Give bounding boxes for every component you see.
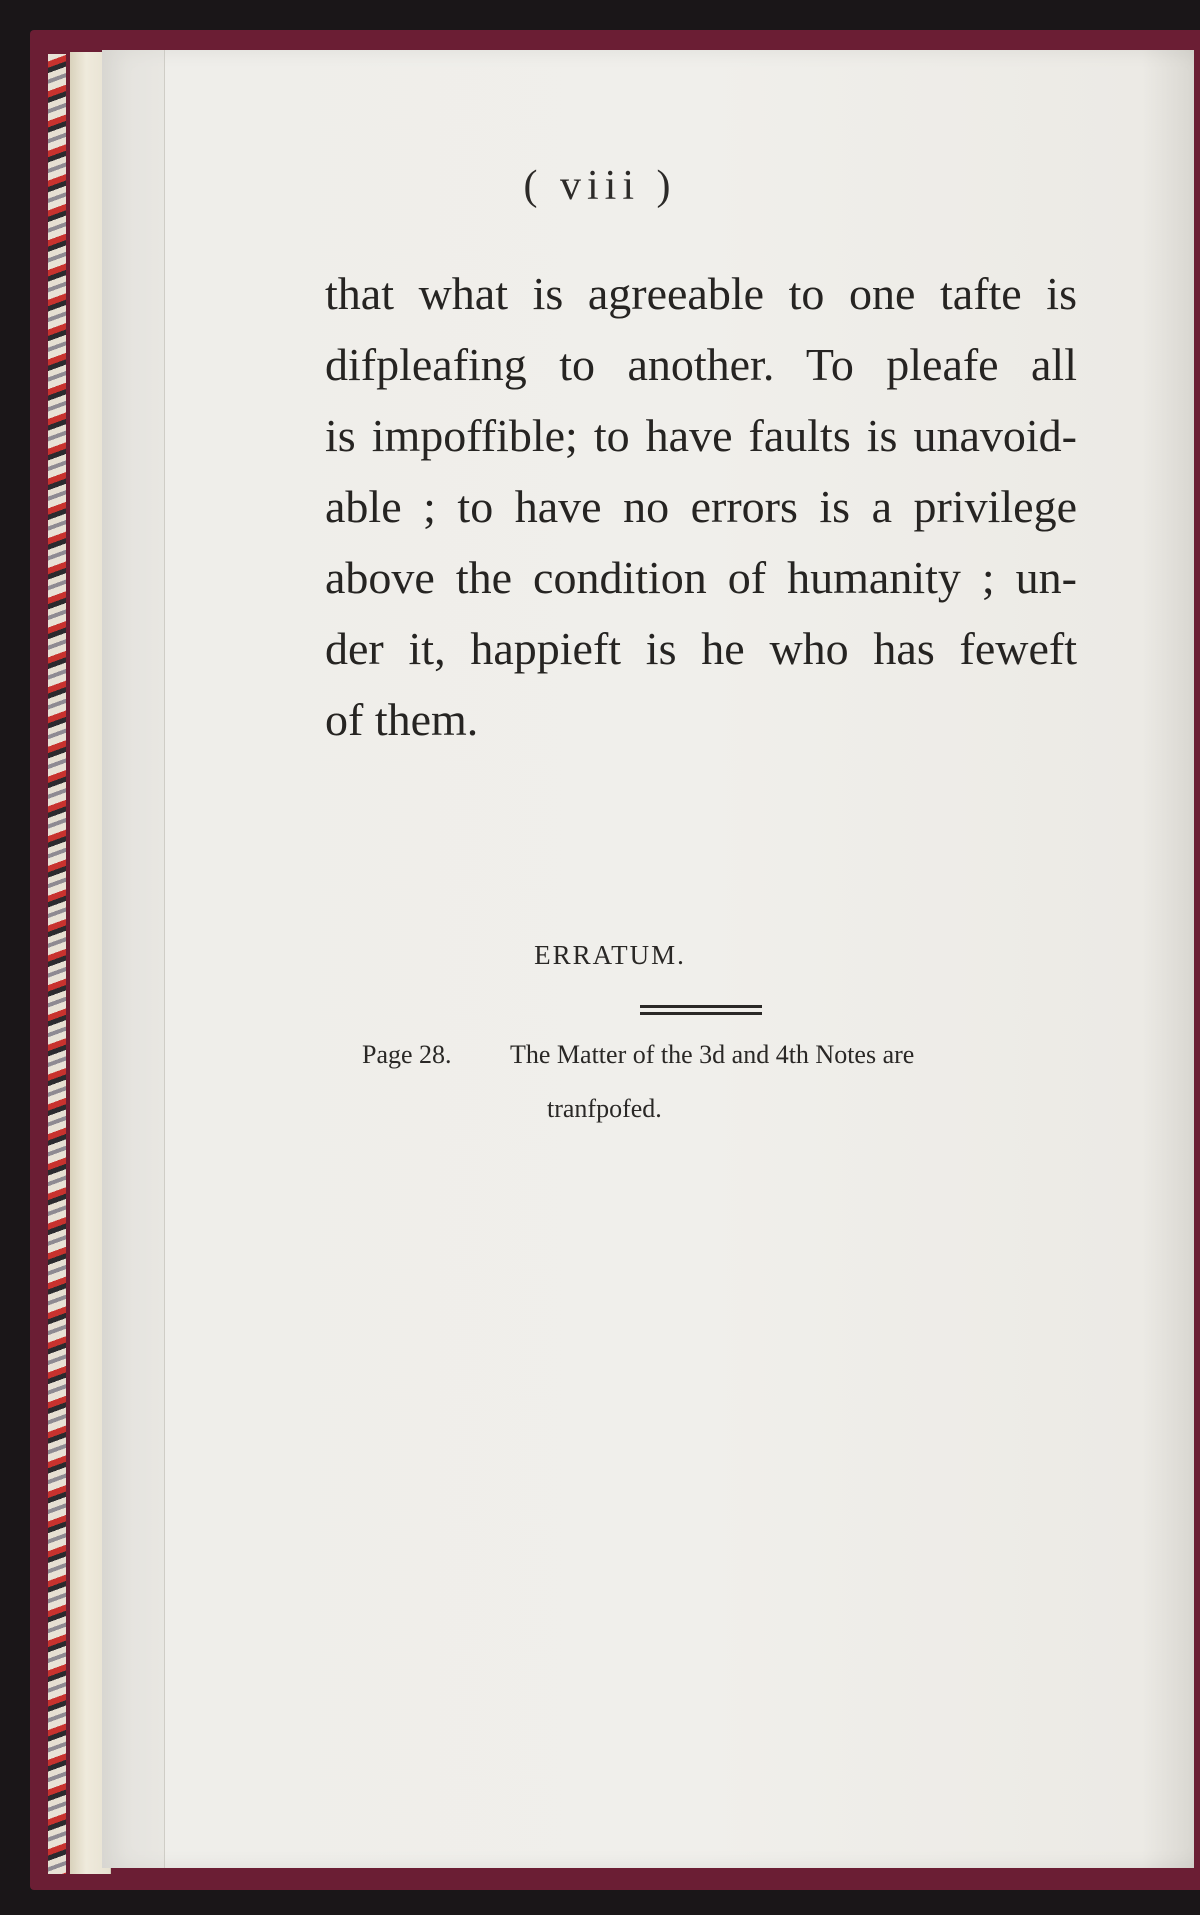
body-line: is impoffible; to have faults is unavoid- — [325, 410, 1077, 461]
body-line: difpleafing to another. To pleafe all — [325, 339, 1077, 390]
body-line: der it, happieft is he who has feweft — [325, 623, 1077, 674]
erratum-entry — [362, 1040, 1072, 1070]
body-line: that what is agreeable to one tafte is — [325, 268, 1077, 319]
double-rule-divider — [640, 1005, 762, 1015]
erratum-title: ERRATUM. — [534, 940, 686, 970]
body-paragraph — [325, 258, 1077, 755]
body-line: above the condition of humanity ; un- — [325, 552, 1077, 603]
page-number-header: ( viii ) — [523, 163, 677, 209]
body-line: able ; to have no errors is a privilege — [325, 481, 1077, 532]
erratum-text: The Matter of the 3d and 4th Notes are — [510, 1040, 915, 1069]
erratum-page-ref: Page 28. — [362, 1040, 452, 1069]
body-line: of them. — [325, 694, 479, 745]
erratum-text-continued: tranfpofed. — [547, 1094, 662, 1123]
